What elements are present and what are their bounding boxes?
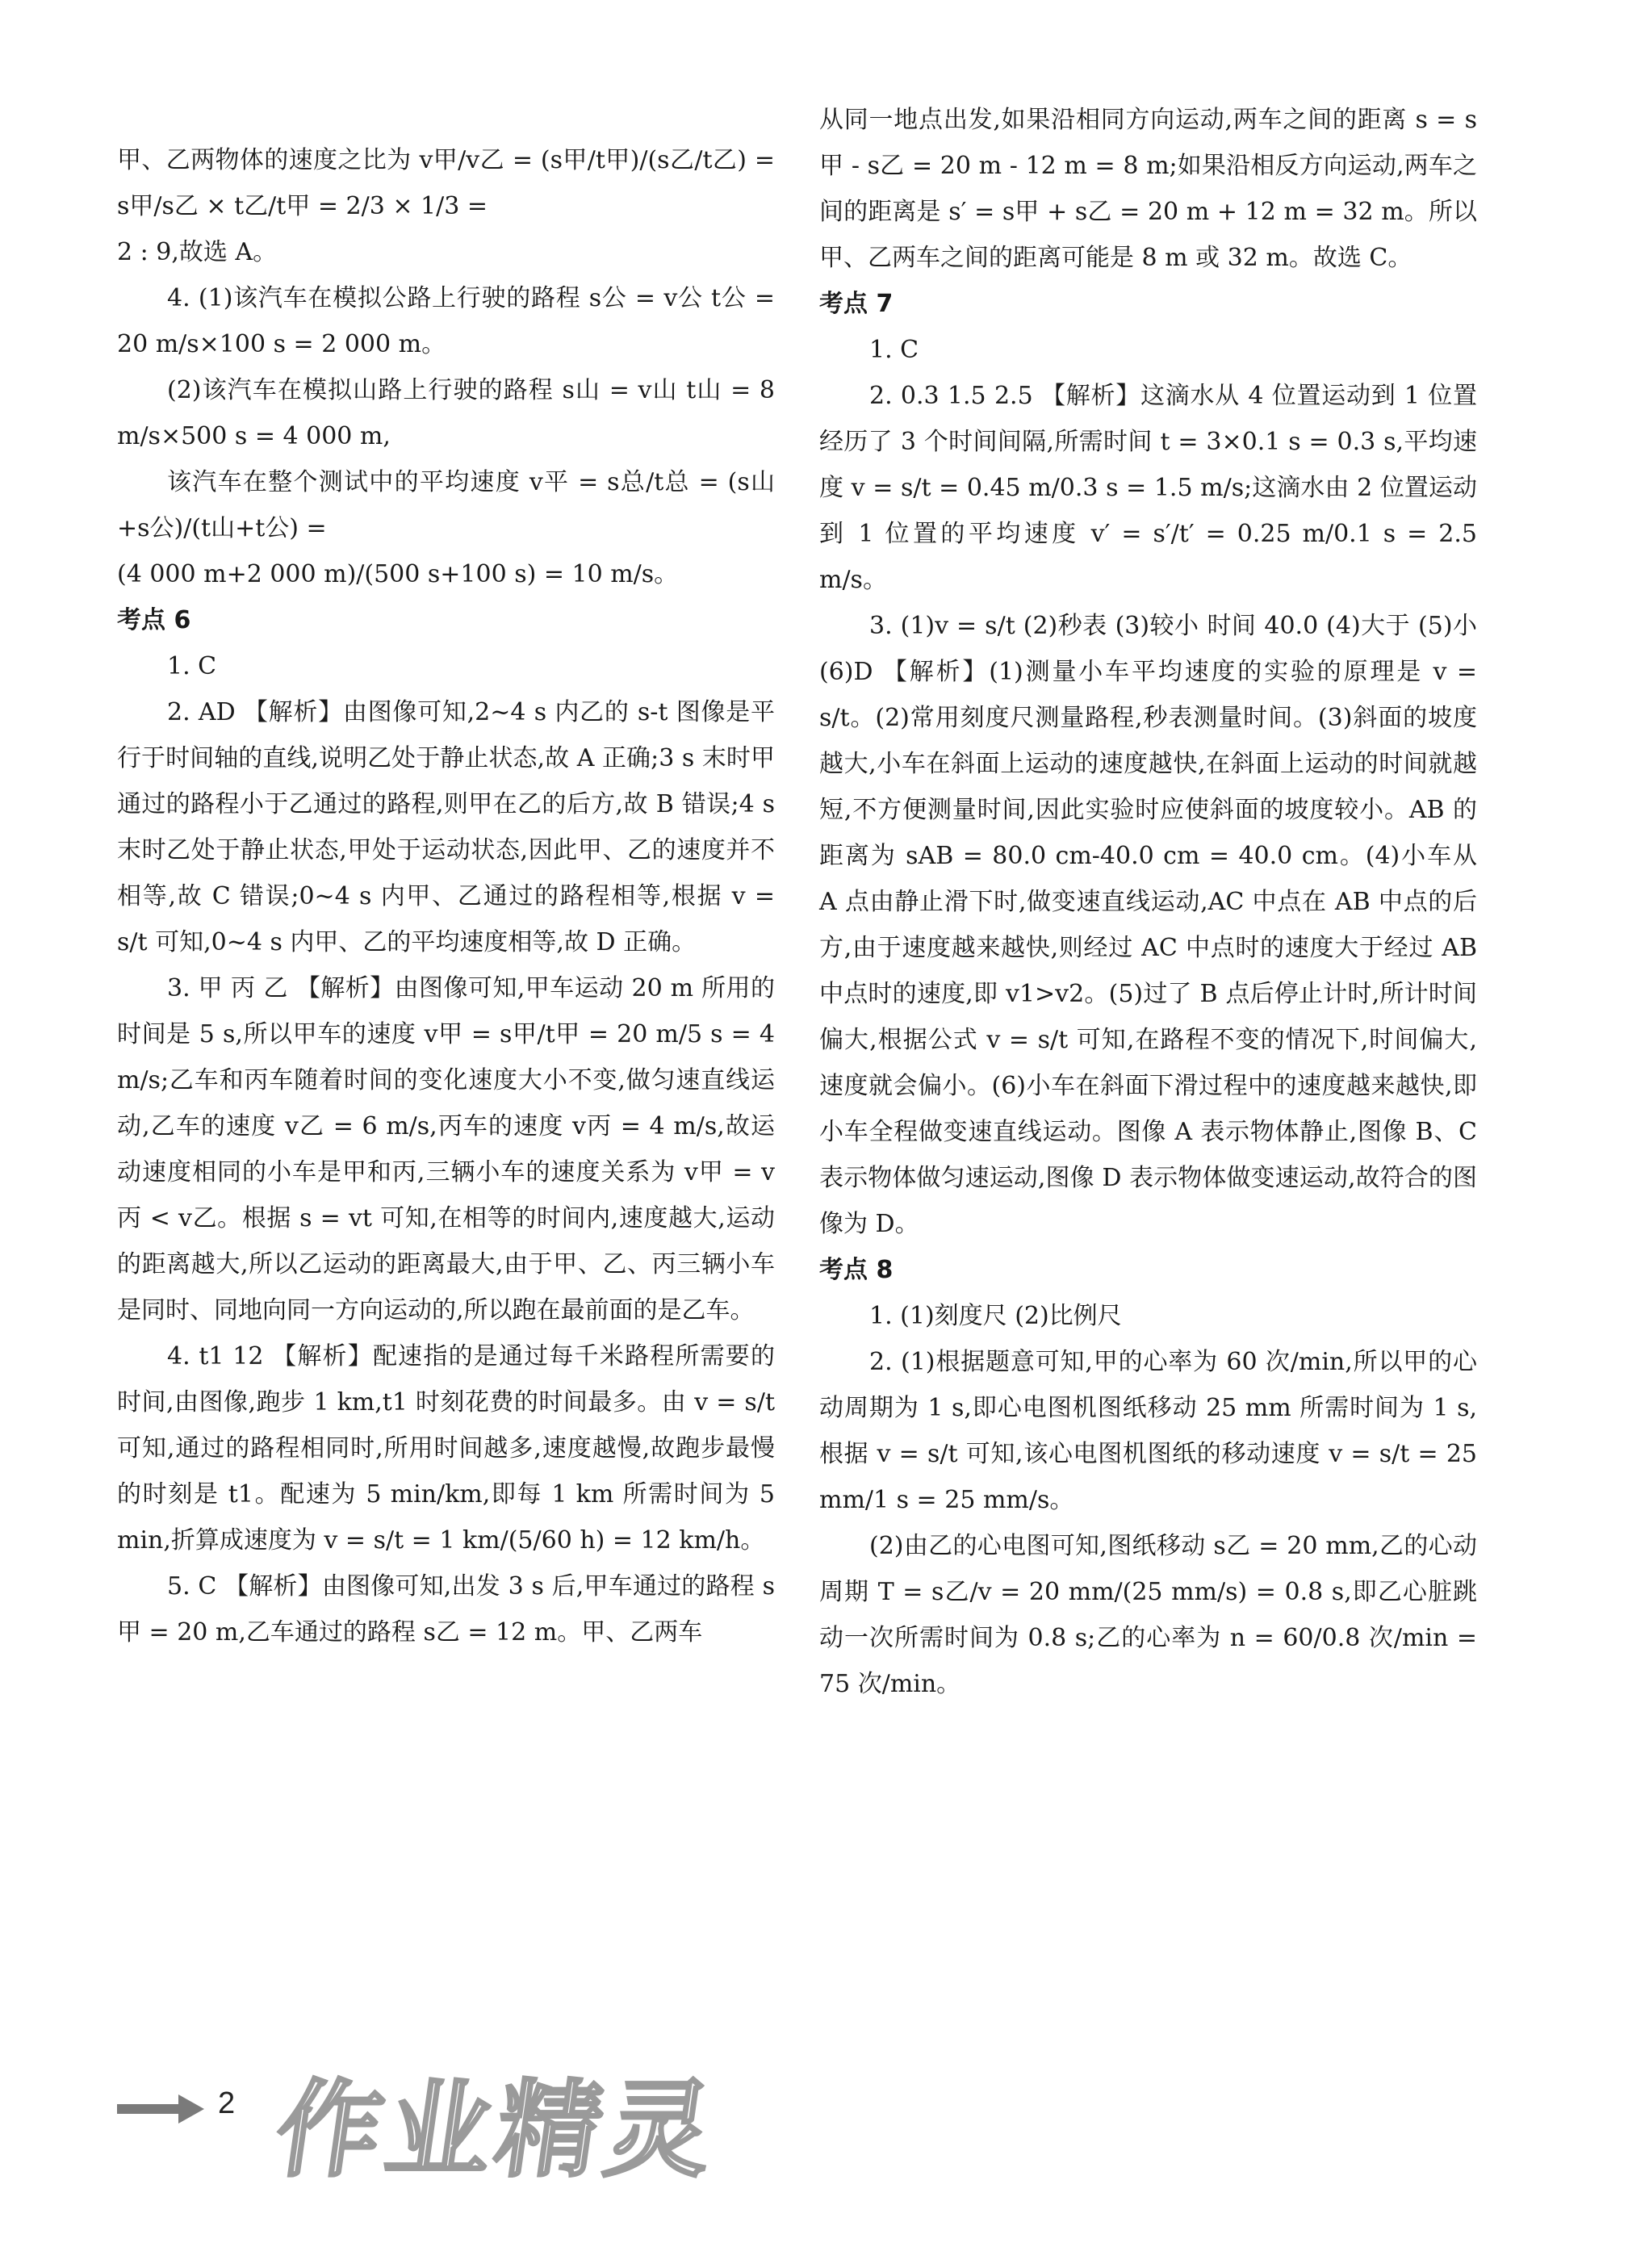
q4-part3-result: (4 000 m+2 000 m)/(500 s+100 s) = 10 m/s。 xyxy=(117,560,679,588)
answer-8-2-1: 2. (1)根据题意可知,甲的心率为 60 次/min,所以甲的心动周期为 1 s,即心电图机图纸移动 25 mm 所需时间为 1 s,根据 v = s/t 可知,该心电图机图纸的移动速度 v = s/t = 25 mm/1 s = 25 mm/s。 xyxy=(819,1348,1477,1514)
answer-8-2-2: (2)由乙的心电图可知,图纸移动 s乙 = 20 mm,乙的心动周期 T = s乙/v = 20 mm/(25 mm/s) = 0.8 s,即乙心脏跳动一次所需时间为 0.8 s;乙的心率为 n = 60/0.8 次/min = 75 次/min。 xyxy=(819,1532,1477,1698)
answer-8-1: 1. (1)刻度尺 (2)比例尺 xyxy=(869,1302,1122,1330)
right-column xyxy=(819,97,1477,1707)
answer-6-2: 2. AD 【解析】由图像可知,2~4 s 内乙的 s-t 图像是平行于时间轴的直线,说明乙处于静止状态,故 A 正确;3 s 末时甲通过的路程小于乙通过的路程,则甲在乙的后方,故 B 错误;4 s 末时乙处于静止状态,甲处于运动状态,因此甲、乙的速度并不相等,故 C 错误;0~4 s 内甲、乙通过的路程相等,根据 v = s/t 可知,0~4 s 内甲、乙的平均速度相等,故 D 正确。 xyxy=(117,698,775,956)
arrow-icon xyxy=(117,2093,206,2125)
left-column xyxy=(117,137,775,1655)
page-footer xyxy=(117,2046,1005,2191)
answer-6-4: 4. t1 12 【解析】配速指的是通过每千米路程所需要的时间,由图像,跑步 1 km,t1 时刻花费的时间最多。由 v = s/t 可知,通过的路程相同时,所用时间越多,速度越慢,故跑步最慢的时刻是 t1。配速为 5 min/km,即每 1 km 所需时间为 5 min,折算成速度为 v = s/t = 1 km/(5/60 h) = 12 km/h。 xyxy=(117,1342,775,1555)
answer-7-1: 1. C xyxy=(869,336,919,364)
answer-6-3: 3. 甲 丙 乙 【解析】由图像可知,甲车运动 20 m 所用的时间是 5 s,所以甲车的速度 v甲 = s甲/t甲 = 20 m/5 s = 4 m/s;乙车和丙车随着时间的变化速度大小不变,做匀速直线运动,乙车的速度 v乙 = 6 m/s,丙车的速度 v丙 = 4 m/s,故运动速度相同的小车是甲和丙,三辆小车的速度关系为 v甲 = v丙 < v乙。根据 s = vt 可知,在相等的时间内,速度越大,运动的距离越大,所以乙运动的距离最大,由于甲、乙、丙三辆小车是同时、同地向同一方向运动的,所以跑在最前面的是乙车。 xyxy=(117,974,775,1324)
answer-6-5: 5. C 【解析】由图像可知,出发 3 s 后,甲车通过的路程 s甲 = 20 m,乙车通过的路程 s乙 = 12 m。甲、乙两车 xyxy=(117,1572,775,1647)
answer-7-3: 3. (1)v = s/t (2)秒表 (3)较小 时间 40.0 (4)大于 (5)小 (6)D 【解析】(1)测量小车平均速度的实验的原理是 v = s/t。(2)常用刻度尺测量路程,秒表测量时间。(3)斜面的坡度越大,小车在斜面上运动的速度越快,在斜面上运动的时间就越短,不方便测量时间,因此实验时应使斜面的坡度较小。AB 的距离为 sAB = 80.0 cm-40.0 cm = 40.0 cm。(4)小车从 A 点由静止滑下时,做变速直线运动,AC 中点在 AB 中点的后方,由于速度越来越快,则经过 AC 中点时的速度大于经过 AB 中点时的速度,即 v1>v2。(5)过了 B 点后停止计时,所计时间偏大,根据公式 v = s/t 可知,在路程不变的情况下,时间偏大,速度就会偏小。(6)小车在斜面下滑过程中的速度越来越快,即小车全程做变速直线运动。图像 A 表示物体静止,图像 B、C 表示物体做匀速运动,图像 D 表示物体做变速运动,故符合的图像为 D。 xyxy=(819,612,1477,1238)
ratio-formula: v甲/v乙 = (s甲/t甲)/(s乙/t乙) = s甲/s乙 × t乙/t甲 = 2/3 × 1/3 = xyxy=(117,146,775,220)
answer-7-2: 2. 0.3 1.5 2.5 【解析】这滴水从 4 位置运动到 1 位置经历了 3 个时间间隔,所需时间 t = 3×0.1 s = 0.3 s,平均速度 v = s/t = 0.45 m/0.3 s = 1.5 m/s;这滴水由 2 位置运动到 1 位置的平均速度 v′ = s′/t′ = 0.25 m/0.1 s = 2.5 m/s。 xyxy=(819,382,1477,594)
watermark-logo: 作业精灵 xyxy=(268,2069,726,2191)
ratio-line xyxy=(117,137,775,229)
section-heading-6: 考点 6 xyxy=(117,606,191,634)
q4-part3-formula: 该汽车在整个测试中的平均速度 v平 = s总/t总 = (s山+s公)/(t山+t公) = xyxy=(117,468,775,542)
section-heading-8: 考点 8 xyxy=(819,1256,894,1284)
answer-6-1: 1. C xyxy=(167,652,217,680)
q4-part2: (2)该汽车在模拟山路上行驶的路程 s山 = v山 t山 = 8 m/s×500 s = 4 000 m, xyxy=(117,376,775,450)
q4-part1: 4. (1)该汽车在模拟公路上行驶的路程 s公 = v公 t公 = 20 m/s×100 s = 2 000 m。 xyxy=(117,284,775,358)
ratio-answer: 2 : 9,故选 A。 xyxy=(117,238,278,266)
ratio-text: 甲、乙两物体的速度之比为 xyxy=(117,146,412,174)
answer-6-5-cont: 从同一地点出发,如果沿相同方向运动,两车之间的距离 s = s甲 - s乙 = 20 m - 12 m = 8 m;如果沿相反方向运动,两车之间的距离是 s′ = s甲 + s乙 = 20 m + 12 m = 32 m。所以甲、乙两车之间的距离可能是 8 m 或 32 m。故选 C。 xyxy=(819,106,1477,272)
page-number: 2 xyxy=(218,2086,236,2120)
section-heading-7: 考点 7 xyxy=(819,290,894,318)
